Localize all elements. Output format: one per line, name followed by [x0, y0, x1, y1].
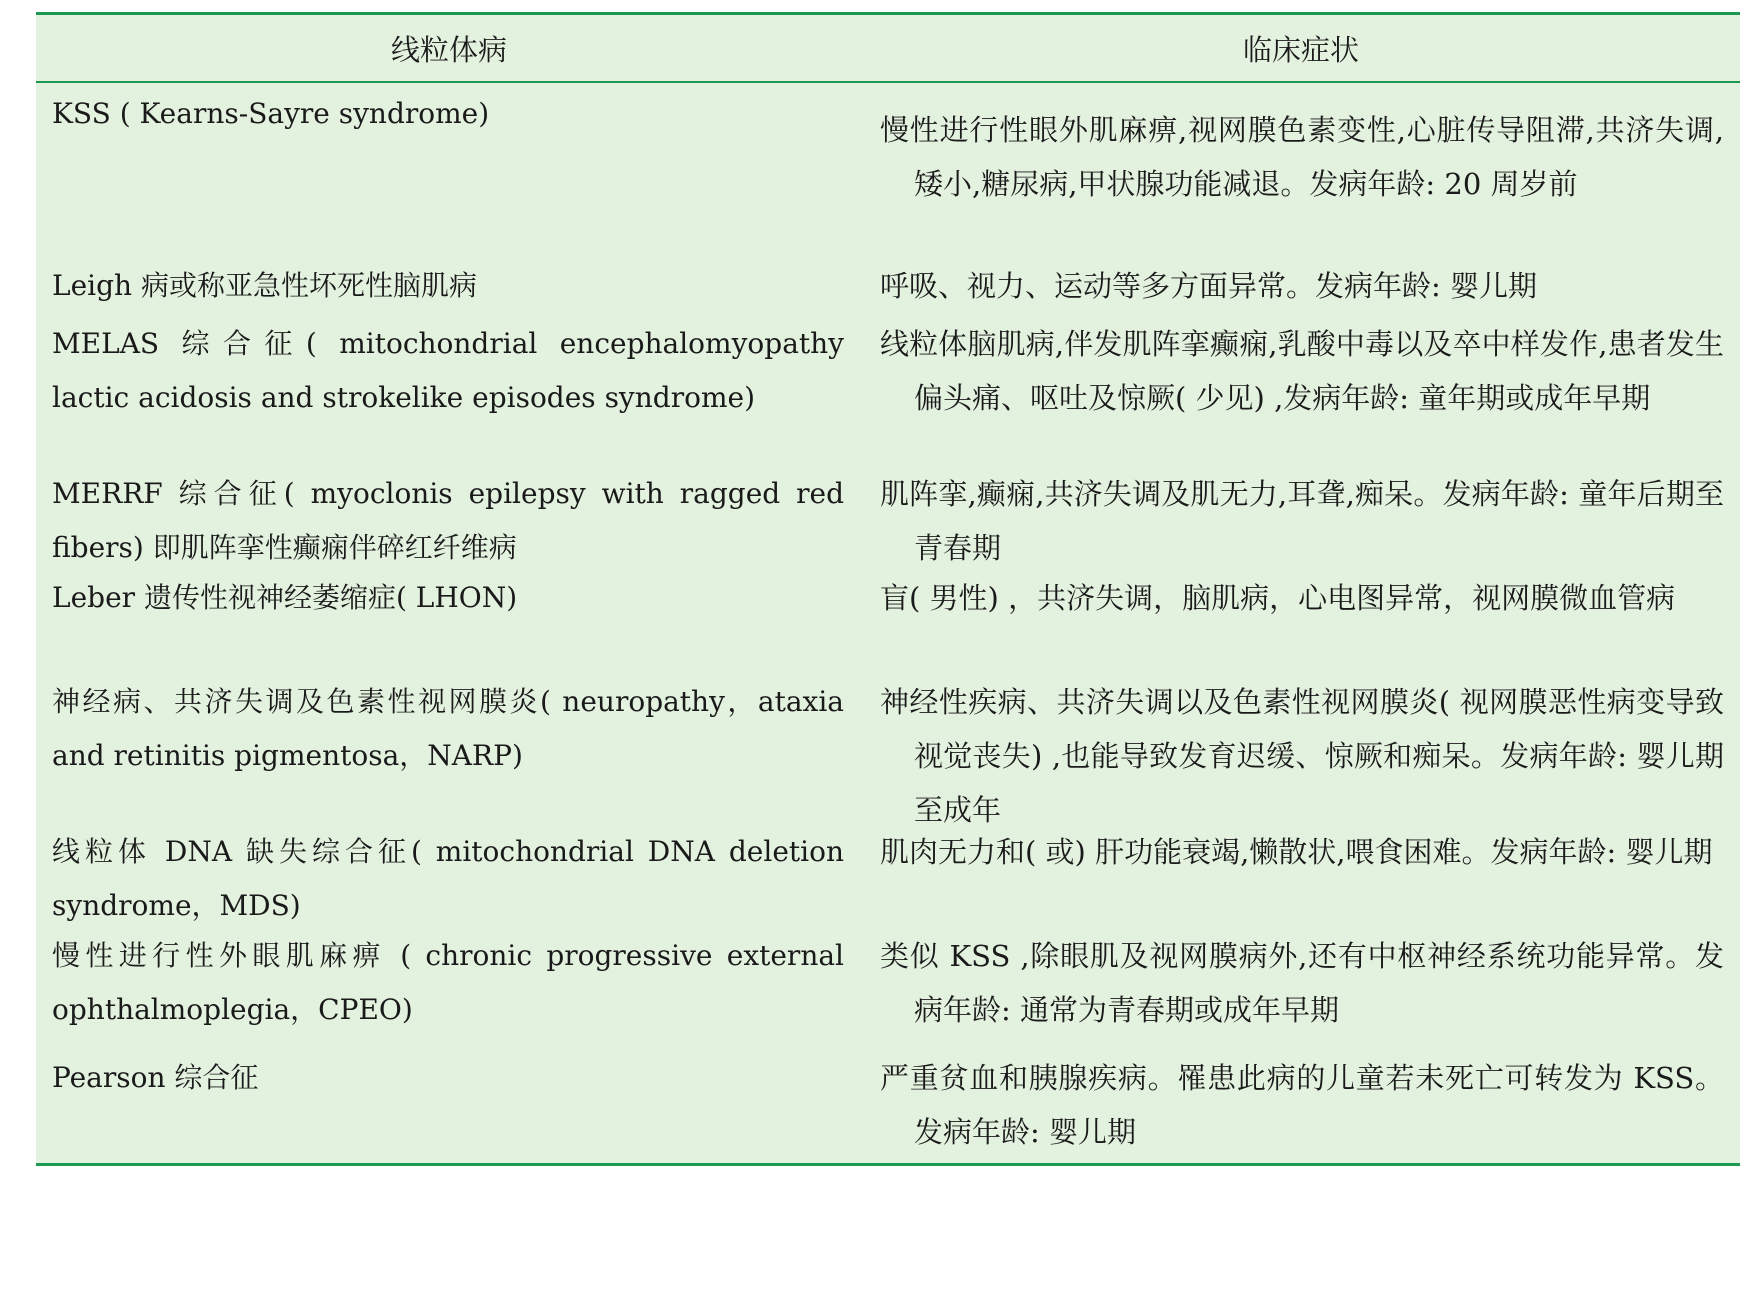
table-row: [36, 467, 1740, 571]
disease-cell: Pearson 综合征: [52, 1061, 259, 1094]
disease-cell: 线粒体 DNA 缺失综合征( mitochondrial DNA deletion syndrome，MDS): [52, 835, 844, 922]
symptoms-cell: 肌阵挛,癫痫,共济失调及肌无力,耳聋,痴呆。发病年龄: 童年后期至青春期: [880, 477, 1724, 565]
symptoms-cell: 盲( 男性) ，共济失调，脑肌病，心电图异常，视网膜微血管病: [880, 581, 1676, 615]
table-row: [36, 83, 1740, 259]
symptoms-cell: 呼吸、视力、运动等多方面异常。发病年龄: 婴儿期: [880, 269, 1537, 303]
disease-cell: 慢性进行性外眼肌麻痹 ( chronic progressive external ophthalmoplegia，CPEO): [52, 939, 844, 1026]
table-row: [36, 929, 1740, 1051]
disease-cell: Leber 遗传性视神经萎缩症( LHON): [52, 581, 518, 614]
table-row: [36, 317, 1740, 467]
disease-cell: MELAS 综合征( mitochondrial encephalomyopathy lactic acidosis and strokelike episodes syndrome): [52, 327, 844, 414]
symptoms-cell: 神经性疾病、共济失调以及色素性视网膜炎( 视网膜恶性病变导致视觉丧失) ,也能导致发育迟缓、惊厥和痴呆。发病年龄: 婴儿期至成年: [880, 685, 1724, 827]
disease-cell: Leigh 病或称亚急性坏死性脑肌病: [52, 269, 477, 302]
symptoms-cell: 线粒体脑肌病,伴发肌阵挛癫痫,乳酸中毒以及卒中样发作,患者发生偏头痛、呕吐及惊厥( 少见) ,发病年龄: 童年期或成年早期: [880, 327, 1724, 415]
header-symptoms: 临床症状: [1242, 32, 1359, 67]
disease-cell: 神经病、共济失调及色素性视网膜炎( neuropathy，ataxia and retinitis pigmentosa，NARP): [52, 685, 844, 772]
table-row: [36, 1051, 1740, 1163]
table-row: [36, 825, 1740, 929]
symptoms-cell: 严重贫血和胰腺疾病。罹患此病的儿童若未死亡可转发为 KSS。发病年龄: 婴儿期: [880, 1061, 1724, 1149]
header-disease: 线粒体病: [390, 32, 507, 67]
mitochondrial-disease-table: [36, 12, 1740, 1166]
table-row: [36, 259, 1740, 317]
table-row: [36, 675, 1740, 825]
table-row: [36, 571, 1740, 675]
symptoms-cell: 肌肉无力和( 或) 肝功能衰竭,懒散状,喂食困难。发病年龄: 婴儿期: [880, 835, 1713, 869]
symptoms-cell: 类似 KSS ,除眼肌及视网膜病外,还有中枢神经系统功能异常。发病年龄: 通常为青春期或成年早期: [880, 939, 1724, 1027]
table-header-row: [36, 15, 1740, 83]
disease-cell: MERRF 综合征( myoclonis epilepsy with ragged red fibers) 即肌阵挛性癫痫伴碎红纤维病: [52, 477, 844, 564]
symptoms-cell: 慢性进行性眼外肌麻痹,视网膜色素变性,心脏传导阻滞,共济失调,矮小,糖尿病,甲状腺功能减退。发病年龄: 20 周岁前: [880, 113, 1724, 201]
disease-cell: KSS ( Kearns-Sayre syndrome): [52, 97, 490, 130]
